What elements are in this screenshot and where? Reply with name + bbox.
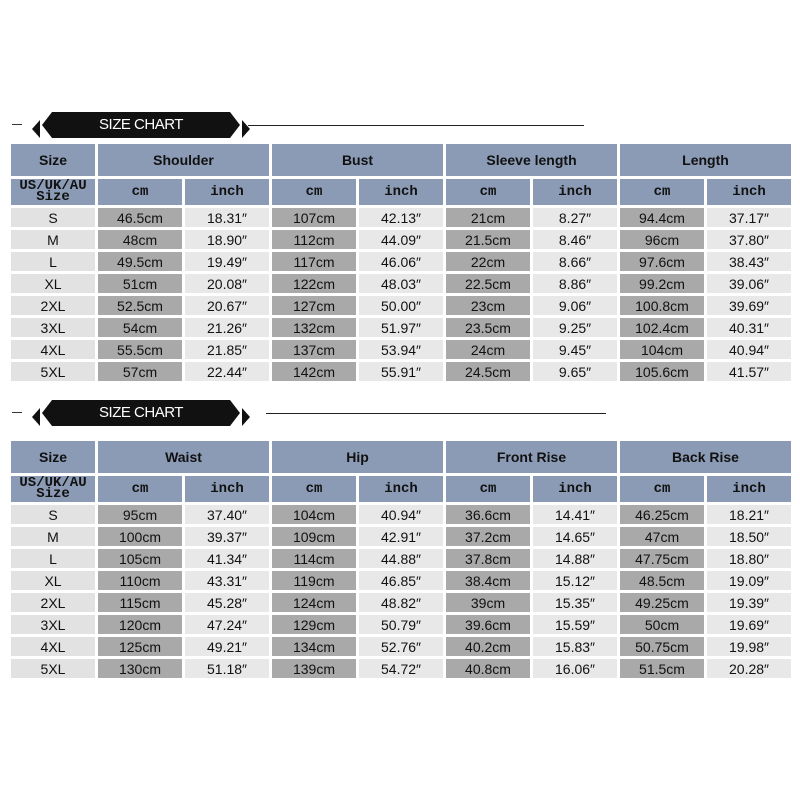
cm-value-cell: 127cm [272, 296, 356, 315]
cm-value-cell: 52.5cm [98, 296, 182, 315]
table-row [11, 615, 791, 634]
inch-value-cell: 18.31″ [185, 208, 269, 227]
inch-value-cell: 8.66″ [533, 252, 617, 271]
cm-value-cell: 39.6cm [446, 615, 530, 634]
size-cell: L [11, 549, 95, 568]
unit-inch: inch [707, 476, 791, 502]
size-cell: 2XL [11, 296, 95, 315]
cm-value-cell: 115cm [98, 593, 182, 612]
inch-value-cell: 9.65″ [533, 362, 617, 381]
inch-value-cell: 20.67″ [185, 296, 269, 315]
banner-rule [266, 413, 606, 414]
inch-value-cell: 20.08″ [185, 274, 269, 293]
inch-value-cell: 20.28″ [707, 659, 791, 678]
cm-value-cell: 51.5cm [620, 659, 704, 678]
inch-value-cell: 37.80″ [707, 230, 791, 249]
unit-cm: cm [620, 179, 704, 205]
size-cell: 3XL [11, 318, 95, 337]
inch-value-cell: 19.69″ [707, 615, 791, 634]
cm-value-cell: 46.5cm [98, 208, 182, 227]
cm-value-cell: 48cm [98, 230, 182, 249]
unit-inch: inch [707, 179, 791, 205]
cm-value-cell: 114cm [272, 549, 356, 568]
cm-value-cell: 97.6cm [620, 252, 704, 271]
unit-cm: cm [98, 476, 182, 502]
cm-value-cell: 49.25cm [620, 593, 704, 612]
unit-row [11, 179, 791, 205]
cm-value-cell: 142cm [272, 362, 356, 381]
cm-value-cell: 117cm [272, 252, 356, 271]
size-cell: 5XL [11, 659, 95, 678]
inch-value-cell: 40.31″ [707, 318, 791, 337]
inch-value-cell: 38.43″ [707, 252, 791, 271]
unit-inch: inch [359, 476, 443, 502]
header-row [11, 144, 791, 176]
inch-value-cell: 44.88″ [359, 549, 443, 568]
size-cell: L [11, 252, 95, 271]
inch-value-cell: 42.91″ [359, 527, 443, 546]
cm-value-cell: 139cm [272, 659, 356, 678]
inch-value-cell: 14.41″ [533, 505, 617, 524]
inch-value-cell: 39.06″ [707, 274, 791, 293]
cm-value-cell: 40.8cm [446, 659, 530, 678]
table-row [11, 296, 791, 315]
unit-inch: inch [533, 179, 617, 205]
cm-value-cell: 47.75cm [620, 549, 704, 568]
inch-value-cell: 18.50″ [707, 527, 791, 546]
inch-value-cell: 40.94″ [359, 505, 443, 524]
inch-value-cell: 39.69″ [707, 296, 791, 315]
inch-value-cell: 44.09″ [359, 230, 443, 249]
inch-value-cell: 55.91″ [359, 362, 443, 381]
cm-value-cell: 122cm [272, 274, 356, 293]
size-chart-table-1 [8, 141, 794, 384]
inch-value-cell: 22.44″ [185, 362, 269, 381]
inch-value-cell: 9.06″ [533, 296, 617, 315]
size-region-label: US/UK/AU Size [11, 476, 95, 502]
inch-value-cell: 48.82″ [359, 593, 443, 612]
inch-value-cell: 9.25″ [533, 318, 617, 337]
size-cell: 2XL [11, 593, 95, 612]
inch-value-cell: 21.26″ [185, 318, 269, 337]
cm-value-cell: 105cm [98, 549, 182, 568]
cm-value-cell: 102.4cm [620, 318, 704, 337]
inch-value-cell: 14.88″ [533, 549, 617, 568]
table-row [11, 230, 791, 249]
banner-dash [12, 124, 22, 125]
banner-label: SIZE CHART [52, 400, 230, 426]
banner-dash [12, 412, 22, 413]
inch-value-cell: 15.12″ [533, 571, 617, 590]
size-cell: M [11, 527, 95, 546]
unit-row [11, 476, 791, 502]
inch-value-cell: 9.45″ [533, 340, 617, 359]
unit-inch: inch [359, 179, 443, 205]
inch-value-cell: 15.59″ [533, 615, 617, 634]
size-cell: XL [11, 274, 95, 293]
inch-value-cell: 47.24″ [185, 615, 269, 634]
cm-value-cell: 104cm [620, 340, 704, 359]
unit-inch: inch [185, 179, 269, 205]
inch-value-cell: 39.37″ [185, 527, 269, 546]
unit-inch: inch [533, 476, 617, 502]
inch-value-cell: 41.57″ [707, 362, 791, 381]
inch-value-cell: 53.94″ [359, 340, 443, 359]
table-row [11, 252, 791, 271]
inch-value-cell: 37.17″ [707, 208, 791, 227]
cm-value-cell: 23.5cm [446, 318, 530, 337]
cm-value-cell: 37.2cm [446, 527, 530, 546]
size-cell: S [11, 505, 95, 524]
inch-value-cell: 46.06″ [359, 252, 443, 271]
cm-value-cell: 96cm [620, 230, 704, 249]
banner-rule [248, 125, 584, 126]
size-cell: 5XL [11, 362, 95, 381]
size-cell: 4XL [11, 637, 95, 656]
header-size: Size [11, 441, 95, 473]
inch-value-cell: 46.85″ [359, 571, 443, 590]
banner-label: SIZE CHART [52, 112, 230, 138]
cm-value-cell: 100.8cm [620, 296, 704, 315]
inch-value-cell: 8.86″ [533, 274, 617, 293]
cm-value-cell: 132cm [272, 318, 356, 337]
unit-cm: cm [446, 179, 530, 205]
cm-value-cell: 47cm [620, 527, 704, 546]
inch-value-cell: 18.80″ [707, 549, 791, 568]
cm-value-cell: 38.4cm [446, 571, 530, 590]
size-cell: M [11, 230, 95, 249]
cm-value-cell: 57cm [98, 362, 182, 381]
cm-value-cell: 23cm [446, 296, 530, 315]
inch-value-cell: 15.83″ [533, 637, 617, 656]
inch-value-cell: 50.00″ [359, 296, 443, 315]
header-hip: Hip [272, 441, 443, 473]
size-chart-table-2 [8, 438, 794, 681]
table-row [11, 208, 791, 227]
unit-cm: cm [98, 179, 182, 205]
inch-value-cell: 42.13″ [359, 208, 443, 227]
inch-value-cell: 52.76″ [359, 637, 443, 656]
table-row [11, 340, 791, 359]
inch-value-cell: 51.18″ [185, 659, 269, 678]
size-cell: S [11, 208, 95, 227]
inch-value-cell: 19.39″ [707, 593, 791, 612]
header-length: Length [620, 144, 791, 176]
cm-value-cell: 137cm [272, 340, 356, 359]
header-bust: Bust [272, 144, 443, 176]
size-cell: 3XL [11, 615, 95, 634]
table-row [11, 527, 791, 546]
cm-value-cell: 48.5cm [620, 571, 704, 590]
cm-value-cell: 95cm [98, 505, 182, 524]
cm-value-cell: 107cm [272, 208, 356, 227]
cm-value-cell: 125cm [98, 637, 182, 656]
cm-value-cell: 120cm [98, 615, 182, 634]
inch-value-cell: 21.85″ [185, 340, 269, 359]
header-row [11, 441, 791, 473]
inch-value-cell: 50.79″ [359, 615, 443, 634]
cm-value-cell: 24.5cm [446, 362, 530, 381]
size-region-label: US/UK/AU Size [11, 179, 95, 205]
header-front-rise: Front Rise [446, 441, 617, 473]
inch-value-cell: 18.90″ [185, 230, 269, 249]
inch-value-cell: 40.94″ [707, 340, 791, 359]
header-waist: Waist [98, 441, 269, 473]
table-row [11, 659, 791, 678]
cm-value-cell: 46.25cm [620, 505, 704, 524]
inch-value-cell: 49.21″ [185, 637, 269, 656]
table-row [11, 549, 791, 568]
inch-value-cell: 8.46″ [533, 230, 617, 249]
cm-value-cell: 36.6cm [446, 505, 530, 524]
table-row [11, 362, 791, 381]
cm-value-cell: 119cm [272, 571, 356, 590]
inch-value-cell: 43.31″ [185, 571, 269, 590]
cm-value-cell: 49.5cm [98, 252, 182, 271]
cm-value-cell: 50.75cm [620, 637, 704, 656]
inch-value-cell: 19.09″ [707, 571, 791, 590]
cm-value-cell: 112cm [272, 230, 356, 249]
inch-value-cell: 48.03″ [359, 274, 443, 293]
inch-value-cell: 54.72″ [359, 659, 443, 678]
cm-value-cell: 130cm [98, 659, 182, 678]
size-chart-banner-2 [10, 396, 610, 430]
cm-value-cell: 21cm [446, 208, 530, 227]
table-row [11, 637, 791, 656]
cm-value-cell: 54cm [98, 318, 182, 337]
cm-value-cell: 99.2cm [620, 274, 704, 293]
cm-value-cell: 134cm [272, 637, 356, 656]
cm-value-cell: 124cm [272, 593, 356, 612]
unit-cm: cm [446, 476, 530, 502]
table-row [11, 318, 791, 337]
unit-cm: cm [272, 476, 356, 502]
cm-value-cell: 24cm [446, 340, 530, 359]
cm-value-cell: 39cm [446, 593, 530, 612]
inch-value-cell: 41.34″ [185, 549, 269, 568]
inch-value-cell: 19.49″ [185, 252, 269, 271]
header-size: Size [11, 144, 95, 176]
size-chart-banner-1 [10, 108, 610, 142]
inch-value-cell: 18.21″ [707, 505, 791, 524]
table-row [11, 571, 791, 590]
cm-value-cell: 21.5cm [446, 230, 530, 249]
size-cell: XL [11, 571, 95, 590]
cm-value-cell: 22.5cm [446, 274, 530, 293]
cm-value-cell: 110cm [98, 571, 182, 590]
table-row [11, 505, 791, 524]
inch-value-cell: 37.40″ [185, 505, 269, 524]
cm-value-cell: 109cm [272, 527, 356, 546]
inch-value-cell: 15.35″ [533, 593, 617, 612]
cm-value-cell: 94.4cm [620, 208, 704, 227]
cm-value-cell: 51cm [98, 274, 182, 293]
cm-value-cell: 22cm [446, 252, 530, 271]
unit-inch: inch [185, 476, 269, 502]
inch-value-cell: 8.27″ [533, 208, 617, 227]
cm-value-cell: 104cm [272, 505, 356, 524]
table-row [11, 274, 791, 293]
header-shoulder: Shoulder [98, 144, 269, 176]
cm-value-cell: 129cm [272, 615, 356, 634]
inch-value-cell: 19.98″ [707, 637, 791, 656]
size-cell: 4XL [11, 340, 95, 359]
cm-value-cell: 40.2cm [446, 637, 530, 656]
unit-cm: cm [620, 476, 704, 502]
inch-value-cell: 45.28″ [185, 593, 269, 612]
inch-value-cell: 16.06″ [533, 659, 617, 678]
header-back-rise: Back Rise [620, 441, 791, 473]
cm-value-cell: 37.8cm [446, 549, 530, 568]
header-sleeve-length: Sleeve length [446, 144, 617, 176]
cm-value-cell: 50cm [620, 615, 704, 634]
inch-value-cell: 14.65″ [533, 527, 617, 546]
unit-cm: cm [272, 179, 356, 205]
cm-value-cell: 105.6cm [620, 362, 704, 381]
cm-value-cell: 100cm [98, 527, 182, 546]
table-row [11, 593, 791, 612]
cm-value-cell: 55.5cm [98, 340, 182, 359]
inch-value-cell: 51.97″ [359, 318, 443, 337]
